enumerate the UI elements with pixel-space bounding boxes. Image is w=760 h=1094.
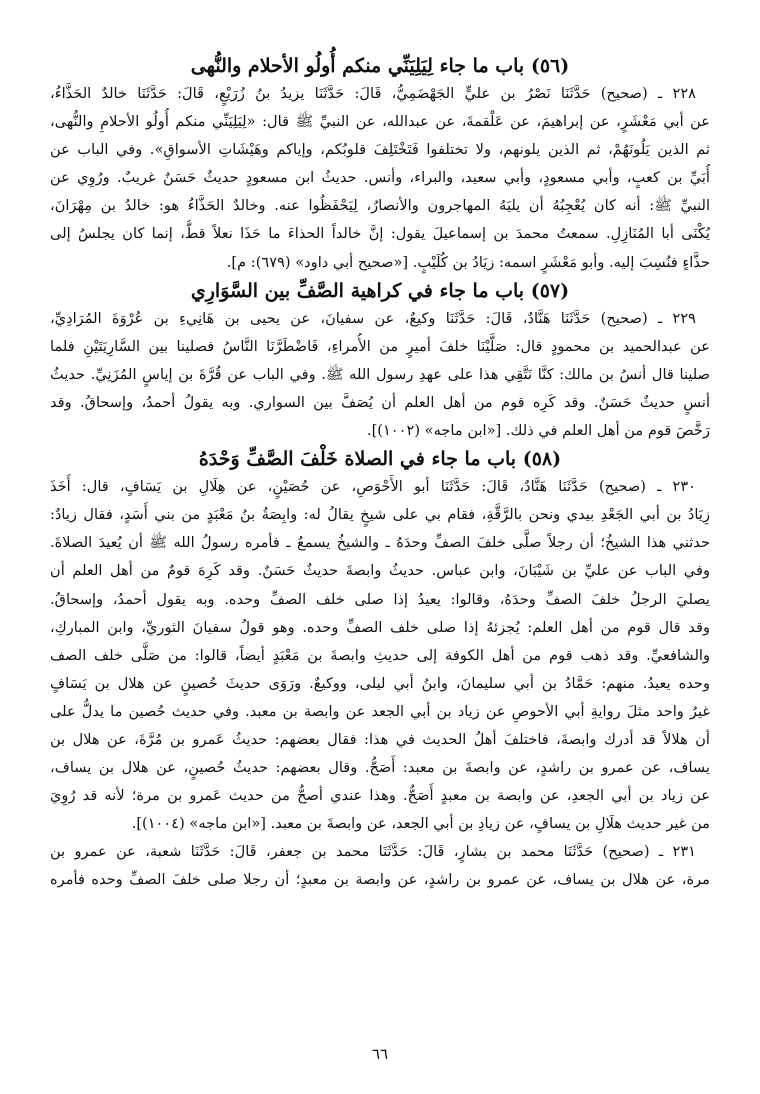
text-line: ٢٣٠ ـ (صحيح) حَدَّثَنَا هَنَّادٌ، قَالَ: حَدَّثَنَا أبو الأَحْوَصِ، عن حُصَيْنٍ، عن هِلَالِ بن يَسَافٍ، قال: أَخَذَ (50, 478, 696, 496)
text-line: وحده يعيدُ. منهم: حَمَّادُ بن أبي سليمانَ، وابنُ أبي ليلى، ووكيعٌ. ورَوَى حديثَ حُصينٍ عن هلال بن يَسَافٍ (50, 674, 710, 692)
text-line: صلينا قال أنسُ بن مالك: كنَّا نَتَّقِي هذا على عهدِ رسول الله ﷺ. وفي الباب عن قُرَّةَ بن إياسٍ المُزَنِيِّ. حديثُ (50, 365, 710, 383)
chapter-heading-58: (٥٨) باب ما جاء في الصلاة خَلْفَ الصَّفِّ وَحْدَهُ (198, 448, 562, 471)
page-number: ٦٦ (371, 1045, 389, 1063)
text-line: ٢٢٩ ـ (صحيح) حَدَّثَنَا هَنَّادٌ، قَالَ: حَدَّثَنَا وكيعٌ، عن سفيانَ، عن يحيى بن هَانِيءِ بن عُرْوَةَ المُرَادِيِّ، (50, 309, 696, 327)
text-line: يُكْنَى أبا المُنَازِلِ. سمعتُ محمدَ بن إسماعيلَ يقول: إنَّ خالداً الحذاءَ ما حَذَا نعلاً قطُّ، إنما كان يجلسُ إلى (50, 225, 710, 243)
text-line: مرة، عن هلال بن يساف، عن عمرو بن راشدٍ، عن وابصة بن معبدٍ؛ أن رجلا صلى خلفَ الصفِّ وحده فأمره (50, 871, 710, 889)
hadith-228-text (50, 80, 710, 277)
text-line: من غير حديث هلَالِ بن يسافٍ، عن زيادِ بن أبي الجعد، عن وابصةَ بن معبد. [«ابن ماجه» (١٠٠٤)]. (131, 815, 710, 833)
text-line: ٢٣١ ـ (صحيح) حَدَّثَنَا محمد بن بشارٍ، قَالَ: حَدَّثَنَا محمد بن جعفر، قَالَ: حَدَّثَنَا شعبة، عن عمرو بن (50, 843, 696, 861)
text-line: وقد قال قوم من أهل العلم: يُجزئهُ إذا صلى خلف الصفِّ وحده. وهو قولُ سفيانَ الثوريِّ، وابن المباركِ، (50, 618, 710, 636)
text-line: عن عبدالحميد بن محمودٍ قال: صَلَّيْنَا خلفَ أميرٍ من الأُمراءِ، فَاضْطَرَّنَا النَّاسُ فصلينا بين السَّارِيَتَيْنِ فلما (50, 337, 710, 355)
text-line: غيرُ واحد مثلَ روايةِ أبي الأحوصِ عن زياد بن أبي الجعد عن وابصة بن معبد. وفي حديث حُصين ما يدلُّ على (50, 702, 710, 720)
text-line: رَخَّصَ قوم من أهل العلم في ذلك. [«ابن ماجه» (١٠٠٢)]. (366, 422, 710, 440)
text-line: حدثني هذا الشيخُ؛ أن رجلاً صلَّى خلفَ الصفِّ وحدَهُ ـ والشيخُ يسمعُ ـ فأمره رسولُ الله ﷺ أن يُعيدَ الصلاةَ. (50, 534, 710, 552)
text-line: عن أبي مَعْشَرٍ، عن إبراهيمَ، عن عَلْقمةَ، عن عبدالله، عن النبيِّ ﷺ قال: «لِيَلِيَنِّي منكم أُولُو الأحلامِ والنُّهى، (50, 113, 710, 131)
chapter-heading-57: (٥٧) باب ما جاء في كراهية الصَّفِّ بين السَّوَارِي (190, 279, 570, 302)
chapter-heading-56: (٥٦) باب ما جاء لِيَلِيَنِّي منكم أُولُو الأحلام والنُّهى (190, 55, 570, 77)
text-line: عن زياد بن أبي الجعدِ، عن وابصة بن معبدٍ أَصَحُّ. وهذا عندي أصحُّ من حديث عَمرو بن مرة؛ لأنه قد رُوِيَ (50, 787, 710, 805)
hadith-230-231-text (50, 473, 710, 894)
text-line: والشافعيِّ. وقد ذهب قوم من أهل الكوفة إلى حديثِ وابصةَ بن مَعْبَدٍ أيضاً، قالوا: من صَلَّى خلف الصف (50, 646, 710, 664)
text-line: أنسٍ حديثٌ حَسَنٌ. وقد كَرِه قوم من أهل العلم أن يُصَفَّ بين السواري. وبه يقولُ أحمدُ، وإسحاقُ. وقد (50, 393, 710, 411)
text-line: ثم الذين يَلُونَهُمْ، ثم الذين يلونهم، ولا تختلفوا فَتَخْتَلِفَ قلوبُكم، وإياكم وهَيْشَاتِ الأسواقِ». وفي الباب عن (50, 141, 710, 159)
text-line: يساف، عن عمرو بن راشدٍ، عن وابصةَ بن معبد: أَصَحُّ. وقال بعضهم: حديثُ حُصينٍ، عن هلال بن يساف، (50, 759, 710, 777)
text-line: أُبَيِّ بن كعبٍ، وأبي مسعودٍ، وأبي سعيد، والبراء، وأنس. حديثُ ابن مسعودٍ حديثٌ حَسَنٌ غريبٌ. ورُوِي عن (50, 169, 710, 187)
text-line: ٢٢٨ ـ (صحيح) حَدَّثَنَا نَصْرُ بن عليٍّ الجَهْضَمِيُّ، قَالَ: حَدَّثَنَا يزيدُ بنُ زُرَيْعٍ، قَالَ: حَدَّثَنَا خالدٌ الحَذَّاءُ، (50, 85, 696, 102)
hadith-229-text (50, 305, 710, 445)
text-line: حذَّاءٍ فنُسِبَ إليه. وأبو مَعْشَرٍ اسمه: زيَادُ بن كُلَيْبٍ. [«صحيح أبي داود» (٦٧٩): م]. (226, 253, 710, 271)
text-line: أن هلالاً قد أدرك وابصةَ، فاختلفَ أهلُ الحديث في هذا: فقال بعضهم: حديثُ عَمرو بن مُرَّةَ، عن هلال بن (50, 730, 710, 748)
text-line: زِيَادُ بن أبي الجَعْدِ بيدي ونحن بالرَّقَّةِ، فقام بي على شيخٍ يقالُ له: وابِصَةُ بنُ مَعْبَدٍ من بني أَسَدٍ، فقال زيادٌ: (50, 506, 710, 524)
text-line: وفي الباب عن عليِّ بن شَيْبَانَ، وابن عباس. حديثُ وابصةَ حديثٌ حَسَنٌ. وقد كَرِهَ قومٌ من أهل العلم أن (50, 562, 710, 580)
text-line: يصليَ الرجلُ خلفَ الصفِّ وحدَهُ، وقالوا: يعيدُ إذا صلى خلف الصفِّ وحده. وبه يقول أحمدُ، وإسحاقُ. (50, 590, 710, 608)
text-line: النبيِّ ﷺ: أنه كان يُعْجِبُهُ أن يليَهُ المهاجرون والأنصارُ، لِيَحْفَظُوا عنه. وخالدٌ الحَذَّاءُ هو: خالدُ بن مِهْرَانَ، (50, 197, 710, 215)
